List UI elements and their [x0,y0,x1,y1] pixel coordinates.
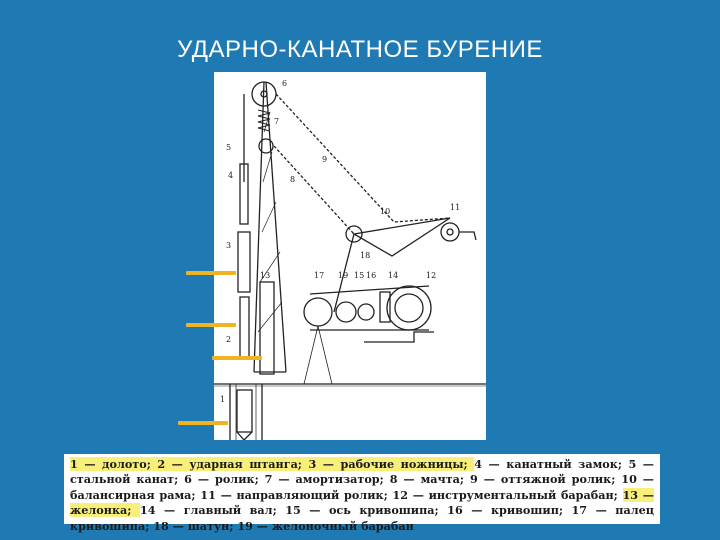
frame-legs [304,326,332,384]
working-jars [238,232,250,292]
bailer-drum [304,298,332,326]
label-7: 7 [274,117,280,126]
figure-legend [64,454,660,533]
legend-item-4-12: 4 — канатный замок; 5 — стальной канат; 6 — ролик; 7 — амортизатор; 8 — мачта; 9 — оттяжной ролик; 10 — балансирная рама; 11 — направляющий ролик; 12 — инструментальный барабан; [70,457,654,502]
label-11: 11 [450,203,461,212]
tool-drum [387,286,431,330]
label-12: 12 [426,271,437,280]
marker-stem [186,271,236,275]
label-6: 6 [282,79,288,88]
label-5: 5 [226,143,232,152]
label-16: 16 [366,271,377,280]
marker-bailer [212,356,262,360]
label-13: 13 [260,271,271,280]
label-2: 2 [226,335,232,344]
drive-belt [310,286,429,330]
label-4: 4 [228,171,234,180]
legend-item-14-19: 14 — главный вал; 15 — ось кривошипа; 16 — кривошип; 17 — палец кривошипа; 18 — шатун; 19 — желоночный барабан [70,503,654,533]
bit-tip [237,432,252,440]
legend-item-1-2: 1 — долото; [70,457,158,471]
support [459,232,476,240]
legend-item-13: 13 — желонка; [70,487,654,518]
marker-bit [178,421,228,425]
drill-bit [237,390,252,432]
crank [358,304,374,320]
label-9: 9 [322,155,328,164]
label-18: 18 [360,251,371,260]
guide-roller [441,223,459,241]
slide-title: УДАРНО-КАНАТНОЕ БУРЕНИЕ [177,36,543,63]
drill-stem [240,297,249,357]
label-15: 15 [354,271,365,280]
base [364,332,434,342]
drilling-rig-diagram [214,72,486,440]
label-3: 3 [226,241,232,250]
legend-item-2-3: 2 — ударная штанга; 3 — рабочие ножницы; [157,457,475,471]
drilling-rig-drawing [214,72,486,440]
main-shaft [336,302,356,322]
cable-run-1 [276,94,450,222]
label-10: 10 [380,207,391,216]
marker-jars [186,323,236,327]
tool-drum-inner [395,294,423,322]
label-14: 14 [388,271,399,280]
guide-roller-hub [447,229,453,235]
bailer [260,282,274,374]
label-1: 1 [220,395,226,404]
cable-run-2 [274,146,354,234]
label-8: 8 [290,175,296,184]
label-19: 19 [338,271,349,280]
label-17: 17 [314,271,325,280]
